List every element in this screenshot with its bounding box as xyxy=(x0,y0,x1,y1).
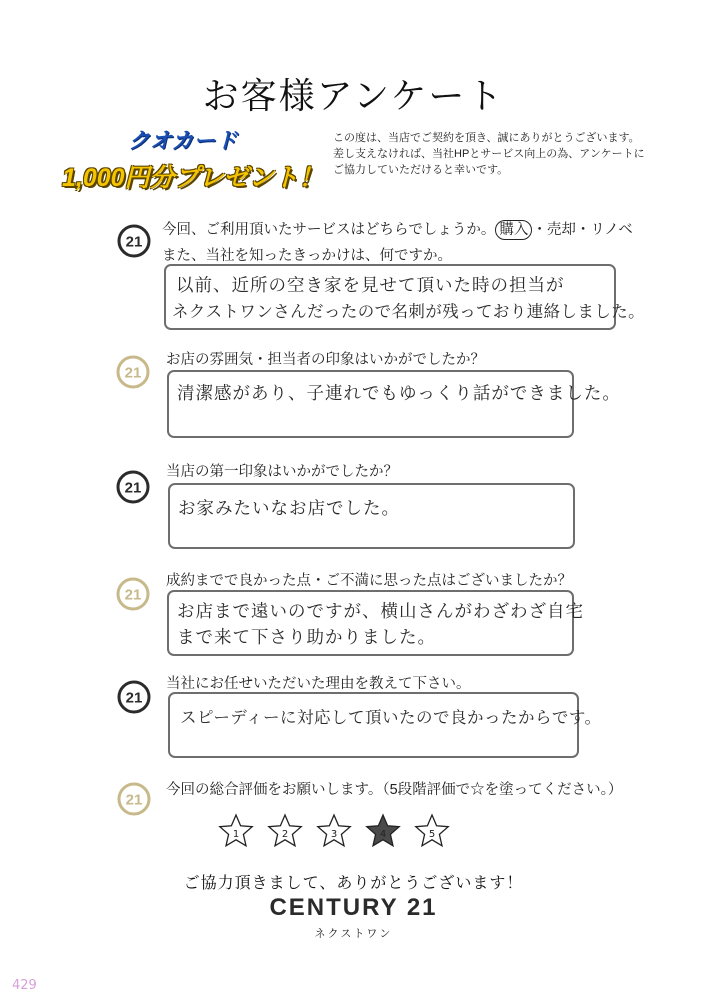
answer-4-line-1: お店まで遠いのですが、横山さんがわざわざ自宅 xyxy=(177,602,584,622)
option-purchase-circled: 購入 xyxy=(495,220,532,240)
question-1-text: 今回、ご利用頂いたサービスはどちらでしょうか。 xyxy=(162,222,496,238)
answer-3-line-1: お家みたいなお店でした。 xyxy=(178,499,400,519)
star-4-label: 4 xyxy=(379,829,387,840)
thanks-message: ご協力頂きまして、ありがとうございます！ xyxy=(183,875,524,892)
answer-box-2[interactable] xyxy=(167,370,621,438)
answer-box-4[interactable] xyxy=(167,590,584,656)
century21-logo-icon xyxy=(116,470,150,504)
star-5-label: 5 xyxy=(428,829,436,840)
star-4-icon[interactable] xyxy=(367,815,399,846)
promo-quo-card: クオカード xyxy=(128,128,238,153)
logo-text: 21 xyxy=(124,586,142,604)
answer-box-3[interactable] xyxy=(168,483,575,549)
answer-box-5[interactable] xyxy=(168,692,602,758)
answer-2-line-1: 清潔感があり、子連れでもゆっくり話ができました。 xyxy=(177,384,621,404)
star-1-label: 1 xyxy=(232,829,240,840)
star-5-icon[interactable] xyxy=(416,815,448,846)
answer-4-line-2: まで来て下さり助かりました。 xyxy=(177,628,436,648)
intro-line: この度は、当店でご契約を頂き、誠にありがとうございます。 xyxy=(333,132,640,144)
logo-text: 21 xyxy=(124,364,142,382)
star-2-label: 2 xyxy=(281,829,289,840)
answer-1-line-1: 以前、近所の空き家を見せて頂いた時の担当が xyxy=(176,276,565,296)
intro-line: ご協力していただけると幸いです。 xyxy=(333,164,509,176)
question-5-text: 当社にお任せいただいた理由を教えて下さい。 xyxy=(166,676,471,692)
answer-box-1[interactable] xyxy=(164,264,646,330)
logo-text: 21 xyxy=(125,233,143,251)
logo-text: 21 xyxy=(124,479,142,497)
intro-line: 差し支えなければ、当社HPとサービス向上の為、アンケートに xyxy=(333,148,645,160)
page-title: お客様アンケート xyxy=(202,76,505,117)
question-4-text: 成約までで良かった点・ご不満に思った点はございましたか？ xyxy=(166,573,572,589)
rating-stars xyxy=(216,812,451,852)
question-2-text: お店の雰囲気・担当者の印象はいかがでしたか？ xyxy=(166,352,485,368)
question-1b-text: また、当社を知ったきっかけは、何ですか。 xyxy=(162,248,452,264)
question-1 xyxy=(162,218,633,240)
century21-logo-icon xyxy=(116,577,150,611)
intro-text xyxy=(333,130,663,178)
brand-logo-text: CENTURY 21 xyxy=(269,894,438,921)
logo-text: 21 xyxy=(125,791,143,809)
question-3-text: 当店の第一印象はいかがでしたか？ xyxy=(166,464,398,480)
answer-5-line-1: スピーディーに対応して頂いたので良かったからです。 xyxy=(180,708,602,727)
branch-name: ネクストワン xyxy=(314,928,393,940)
star-2-icon[interactable] xyxy=(269,815,301,846)
star-3-icon[interactable] xyxy=(318,815,350,846)
logo-text: 21 xyxy=(125,689,143,707)
century21-logo-icon xyxy=(117,680,151,714)
century21-logo-icon xyxy=(116,355,150,389)
page-number: 429 xyxy=(12,978,37,993)
century21-logo-icon xyxy=(117,782,151,816)
star-1-icon[interactable] xyxy=(220,815,252,846)
promo-amount: 1,000円分プレゼント！ xyxy=(62,164,324,192)
question-6-text: 今回の総合評価をお願いします。（5段階評価で☆を塗ってください。） xyxy=(166,782,623,798)
answer-1-line-2: ネクストワンさんだったので名刺が残っており連絡しました。 xyxy=(172,302,646,321)
century21-logo-icon xyxy=(117,224,151,258)
star-3-label: 3 xyxy=(330,829,338,840)
question-1-options: ・売却・リノベ xyxy=(532,222,633,238)
